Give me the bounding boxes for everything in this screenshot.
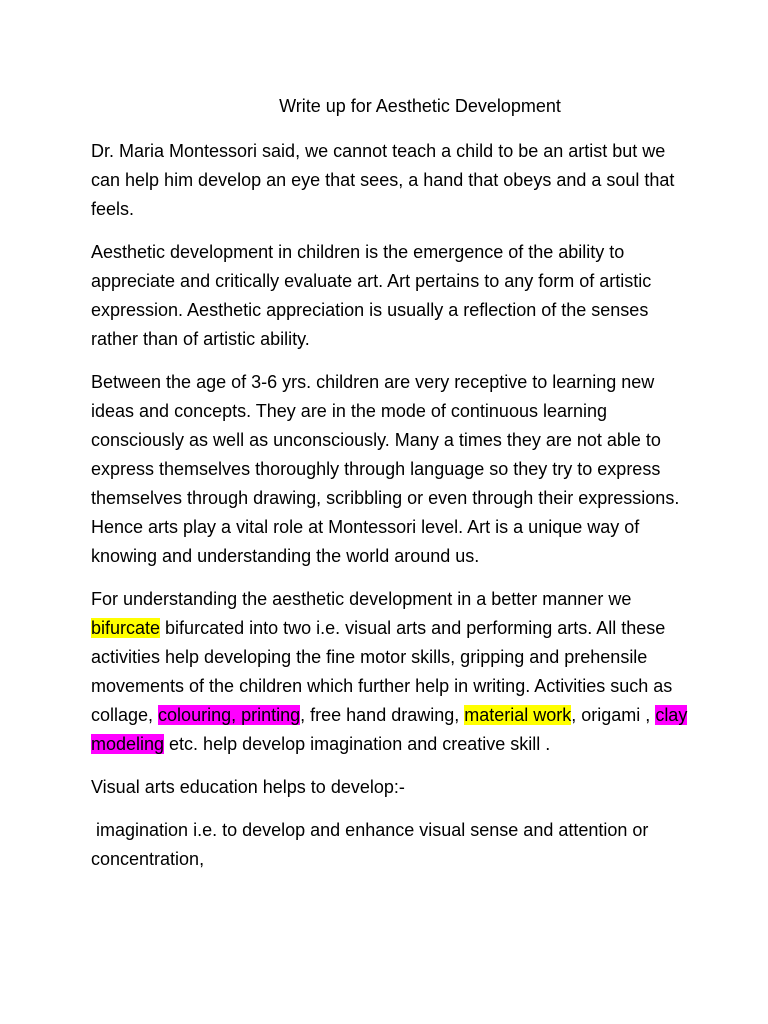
highlight-colouring-printing: colouring, printing xyxy=(158,705,301,725)
text-segment: , origami , xyxy=(571,705,656,725)
document-title: Write up for Aesthetic Development xyxy=(279,96,561,116)
text-segment: , free hand drawing, xyxy=(300,705,465,725)
highlight-bifurcate: bifurcate xyxy=(91,618,161,638)
paragraph-imagination: imagination i.e. to develop and enhance visual sense and attention or concentration, xyxy=(91,820,654,869)
text-segment: For understanding the aesthetic development in a better manner we xyxy=(91,589,632,609)
text-segment: etc. help develop imagination and creative skill . xyxy=(164,734,551,754)
paragraph-aesthetic-definition: Aesthetic development in children is the emergence of the ability to appreciate and critically evaluate art. Art pertains to any form of artistic expression. Aesthetic appreciation is usually a reflection of the senses rather than of artistic ability. xyxy=(91,242,652,349)
paragraph-age-3-6: Between the age of 3-6 yrs. children are very receptive to learning new ideas and concepts. They are in the mode of continuous learning consciously as well as unconsciously. Many a times they are not able to express themselves thoroughly through language so they try to express themselves through drawing, scribbling or even through their expressions. Hence arts play a vital role at Montessori level. Art is a unique way of knowing and understanding the world around us. xyxy=(91,372,680,566)
highlight-material-work: material work xyxy=(464,705,572,725)
text-segment: bifurcated into two i.e. visual arts and performing arts. All these activities help developing the fine motor skills, gripping and prehensile movements of the children which further help in writing. Activities such as collage, xyxy=(91,618,673,725)
highlight-clay-modeling: clay modeling xyxy=(91,705,688,754)
paragraph-bifurcation xyxy=(91,585,691,759)
document-body xyxy=(91,137,691,888)
paragraph-visual-arts-heading: Visual arts education helps to develop:- xyxy=(91,777,405,797)
paragraph-montessori-quote: Dr. Maria Montessori said, we cannot teach a child to be an artist but we can help him develop an eye that sees, a hand that obeys and a soul that feels. xyxy=(91,141,675,219)
